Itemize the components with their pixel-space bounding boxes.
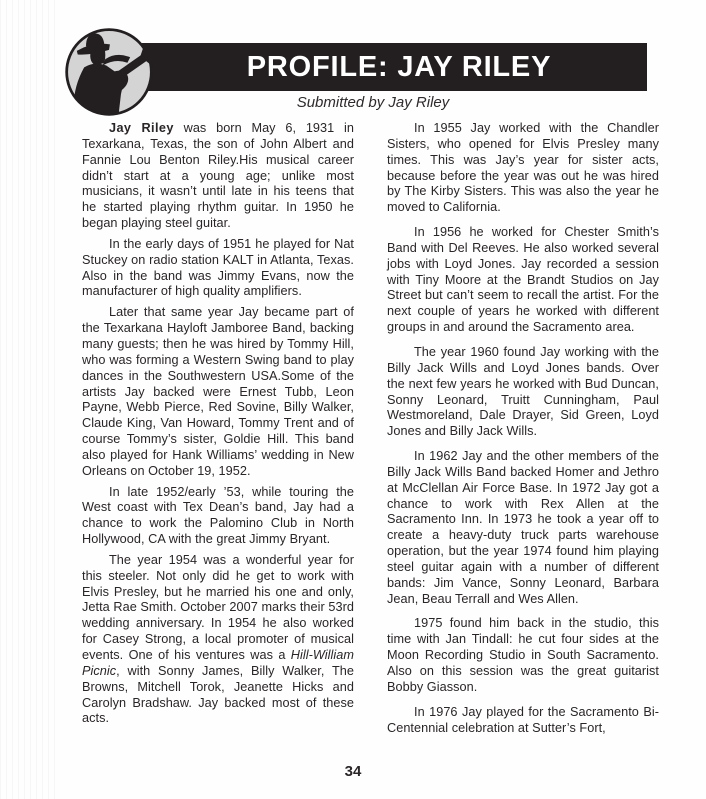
title-bar [99, 43, 647, 91]
byline: Submitted by Jay Riley [296, 94, 450, 111]
paragraph [387, 449, 659, 607]
text-run: 1975 found him back in the studio, this time with Jan Tindall: he cut four sides at the Moon Recording Studio in South Sacramento. Also on this session was the great guitarist Bobby Giasson. [387, 616, 659, 694]
text-run: In 1962 Jay and the other members of the Billy Jack Wills Band backed Homer and Jethro at McClellan Air Force Base. In 1972 Jay got a chance to work with Rex Allen at the Sacramento Inn. In 1973 he took a year off to create a heavy-duty truck parts warehouse operation, but the year 1974 found him playing steel guitar again with a number of different bands: Jim Vance, Sonny Leonard, Barbara Jean, Beau Terrall and Wes Allen. [387, 449, 659, 606]
text-run: In 1955 Jay worked with the Chandler Sisters, who opened for Elvis Presley many times. This was Jay’s year for sister acts, because before the year was out he was hired by The Kirby Sisters. This was also the year he moved to California. [387, 121, 659, 215]
text-run: Later that same year Jay became part of the Texarkana Hayloft Jamboree Band, backing many guests; then he was hired by Tommy Hill, who was forming a Western Swing band to play dances in the Southwestern USA.Some of the artists Jay backed were Ernest Tubb, Leon Payne, Webb Pierce, Red Sovine, Billy Walker, Claude King, Van Howard, Tommy Trent and of course Tommy’s sister, Goldie Hill. This band also played for Hank Williams’ wedding in New Orleans on October 19, 1952. [82, 305, 354, 478]
left-column [82, 121, 354, 745]
paragraph [82, 305, 354, 479]
text-run: The year 1960 found Jay working with the Billy Jack Wills and Loyd Jones bands. Over the next few years he worked with Bud Duncan, Sonny Leonard, Truitt Cunningham, Paul Westmoreland, Dale Drayer, Sid Green, Loyd Jones and Billy Jack Wills. [387, 344, 659, 439]
article-body [82, 121, 659, 745]
page-number: 34 [344, 763, 362, 780]
scan-artifact-stripes [0, 0, 56, 799]
text-run: In 1956 he worked for Chester Smith’s Band with Del Reeves. He also worked several jobs with Loyd Jones. Jay recorded a session with Tiny Moore at the Brandt Studios on Jay Street but can’t seem to recall the artist. For the next couple of years he worked with different groups in and around the Sacramento area. [387, 225, 659, 335]
paragraph [82, 237, 354, 300]
paragraph [387, 345, 659, 440]
paragraph [82, 485, 354, 548]
text-run: The year 1954 was a wonderful year for this steeler. Not only did he get to work with Elvis Presley, but he married his one and only, Jetta Rae Smith. October 2007 marks their 53rd wedding anniversary. In 1954 he also worked for Casey Strong, a local promoter of musical events. One of his ventures was a [82, 552, 354, 662]
text-run: In 1976 Jay played for the Sacramento Bi-Centennial celebration at Sutter’s Fort, [387, 704, 659, 735]
page-footer [0, 763, 706, 781]
text-run-bold: Jay Riley [109, 121, 174, 135]
paragraph [387, 705, 659, 737]
paragraph [82, 553, 354, 727]
page-title: PROFILE: JAY RILEY [246, 50, 552, 83]
paragraph [82, 121, 354, 232]
text-run: was born May 6, 1931 in Texarkana, Texas, the son of John Albert and Fannie Lou Benton Riley.His musical career didn’t start at a young age; unlike most musicians, it wasn’t until late in his teens that he started playing rhythm guitar. In 1950 he began playing steel guitar. [82, 121, 354, 231]
paragraph [387, 616, 659, 695]
text-run: In late 1952/early ’53, while touring the West coast with Tex Dean’s band, Jay had a chance to work the Palomino Club in North Hollywood, CA with the great Jimmy Bryant. [82, 484, 354, 547]
text-run-italic: Hill-William Picnic [82, 648, 354, 678]
paragraph [387, 121, 659, 216]
paragraph [387, 225, 659, 336]
right-column [387, 121, 659, 745]
text-run: In the early days of 1951 he played for Nat Stuckey on radio station KALT in Atlanta, Texas. Also in the band was Jimmy Evans, now the manufacturer of high quality amplifiers. [82, 236, 354, 299]
text-run: , with Sonny James, Billy Walker, The Browns, Mitchell Torok, Jeanette Hicks and Carolyn Bradshaw. Jay backed most of these acts. [82, 663, 354, 726]
